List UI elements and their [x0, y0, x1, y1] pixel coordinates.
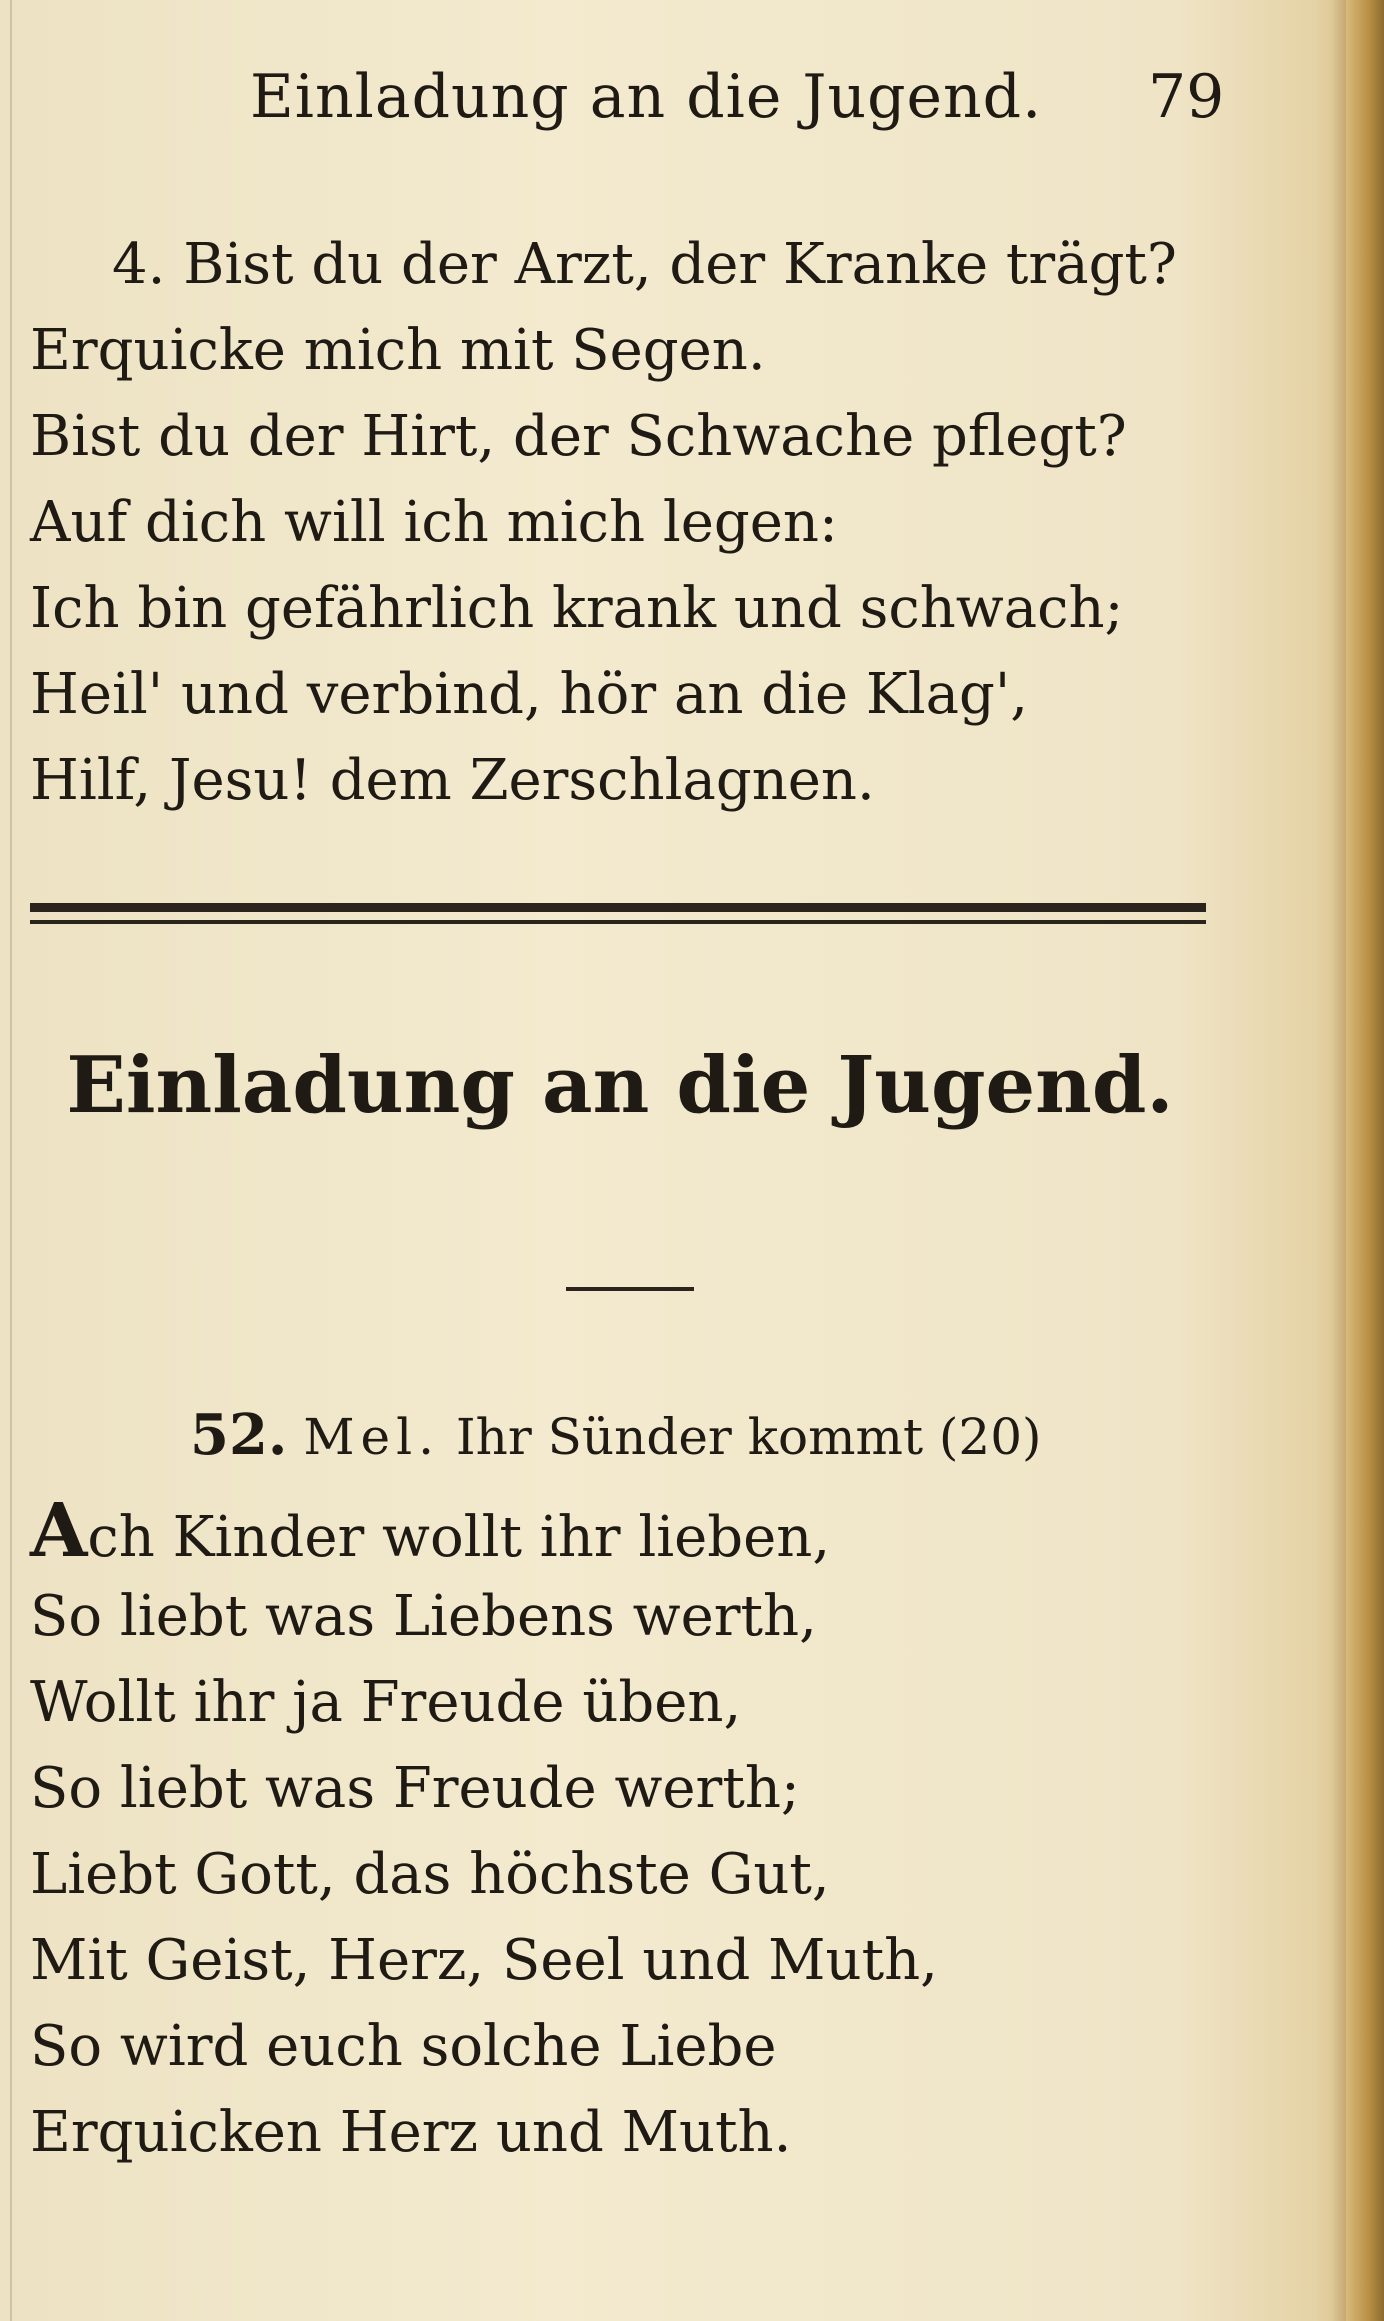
first-line-text: ch Kinder wollt ihr lieben,: [87, 1505, 831, 1570]
section-divider-thin: [30, 920, 1206, 924]
stanza-4: [30, 222, 1177, 824]
section-title: Einladung an die Jugend.: [66, 1040, 1174, 1131]
melody-reference: Ihr Sünder kommt (20): [455, 1408, 1042, 1466]
verse-line: Liebt Gott, das höchste Gut,: [30, 1842, 830, 1907]
page-number: 79: [1148, 62, 1225, 132]
verse-line: Mit Geist, Herz, Seel und Muth,: [30, 1928, 938, 1993]
verse-line: Hilf, Jesu! dem Zerschlagnen.: [30, 748, 875, 813]
verse-line: 4. Bist du der Arzt, der Kranke trägt?: [112, 232, 1177, 297]
verse-line: So liebt was Freude werth;: [30, 1756, 800, 1821]
verse-line: Auf dich will ich mich legen:: [30, 490, 838, 555]
verse-line: Bist du der Hirt, der Schwache pflegt?: [30, 404, 1127, 469]
page-edge-shadow: [1332, 0, 1346, 2321]
drop-cap: A: [30, 1488, 88, 1574]
verse-line: So liebt was Liebens werth,: [30, 1584, 817, 1649]
hymn-stanza-1: [30, 1488, 938, 2176]
verse-line: Erquicke mich mit Segen.: [30, 318, 766, 383]
melody-label: Mel.: [303, 1408, 441, 1466]
hymn-number: 52.: [190, 1402, 288, 1468]
page-edge: [1346, 0, 1384, 2321]
verse-line: Heil' und verbind, hör an die Klag',: [30, 662, 1029, 727]
verse-line: Wollt ihr ja Freude üben,: [30, 1670, 742, 1735]
title-underline: [566, 1287, 694, 1291]
verse-line: Erquicken Herz und Muth.: [30, 2100, 792, 2165]
gutter-line: [10, 0, 12, 2321]
verse-line-first: [30, 1488, 938, 1574]
running-head: Einladung an die Jugend.: [250, 62, 1043, 132]
verse-line: So wird euch solche Liebe: [30, 2014, 777, 2079]
section-divider-thick: [30, 903, 1206, 912]
verse-line: Ich bin gefährlich krank und schwach;: [30, 576, 1124, 641]
hymn-heading: [190, 1402, 1042, 1468]
